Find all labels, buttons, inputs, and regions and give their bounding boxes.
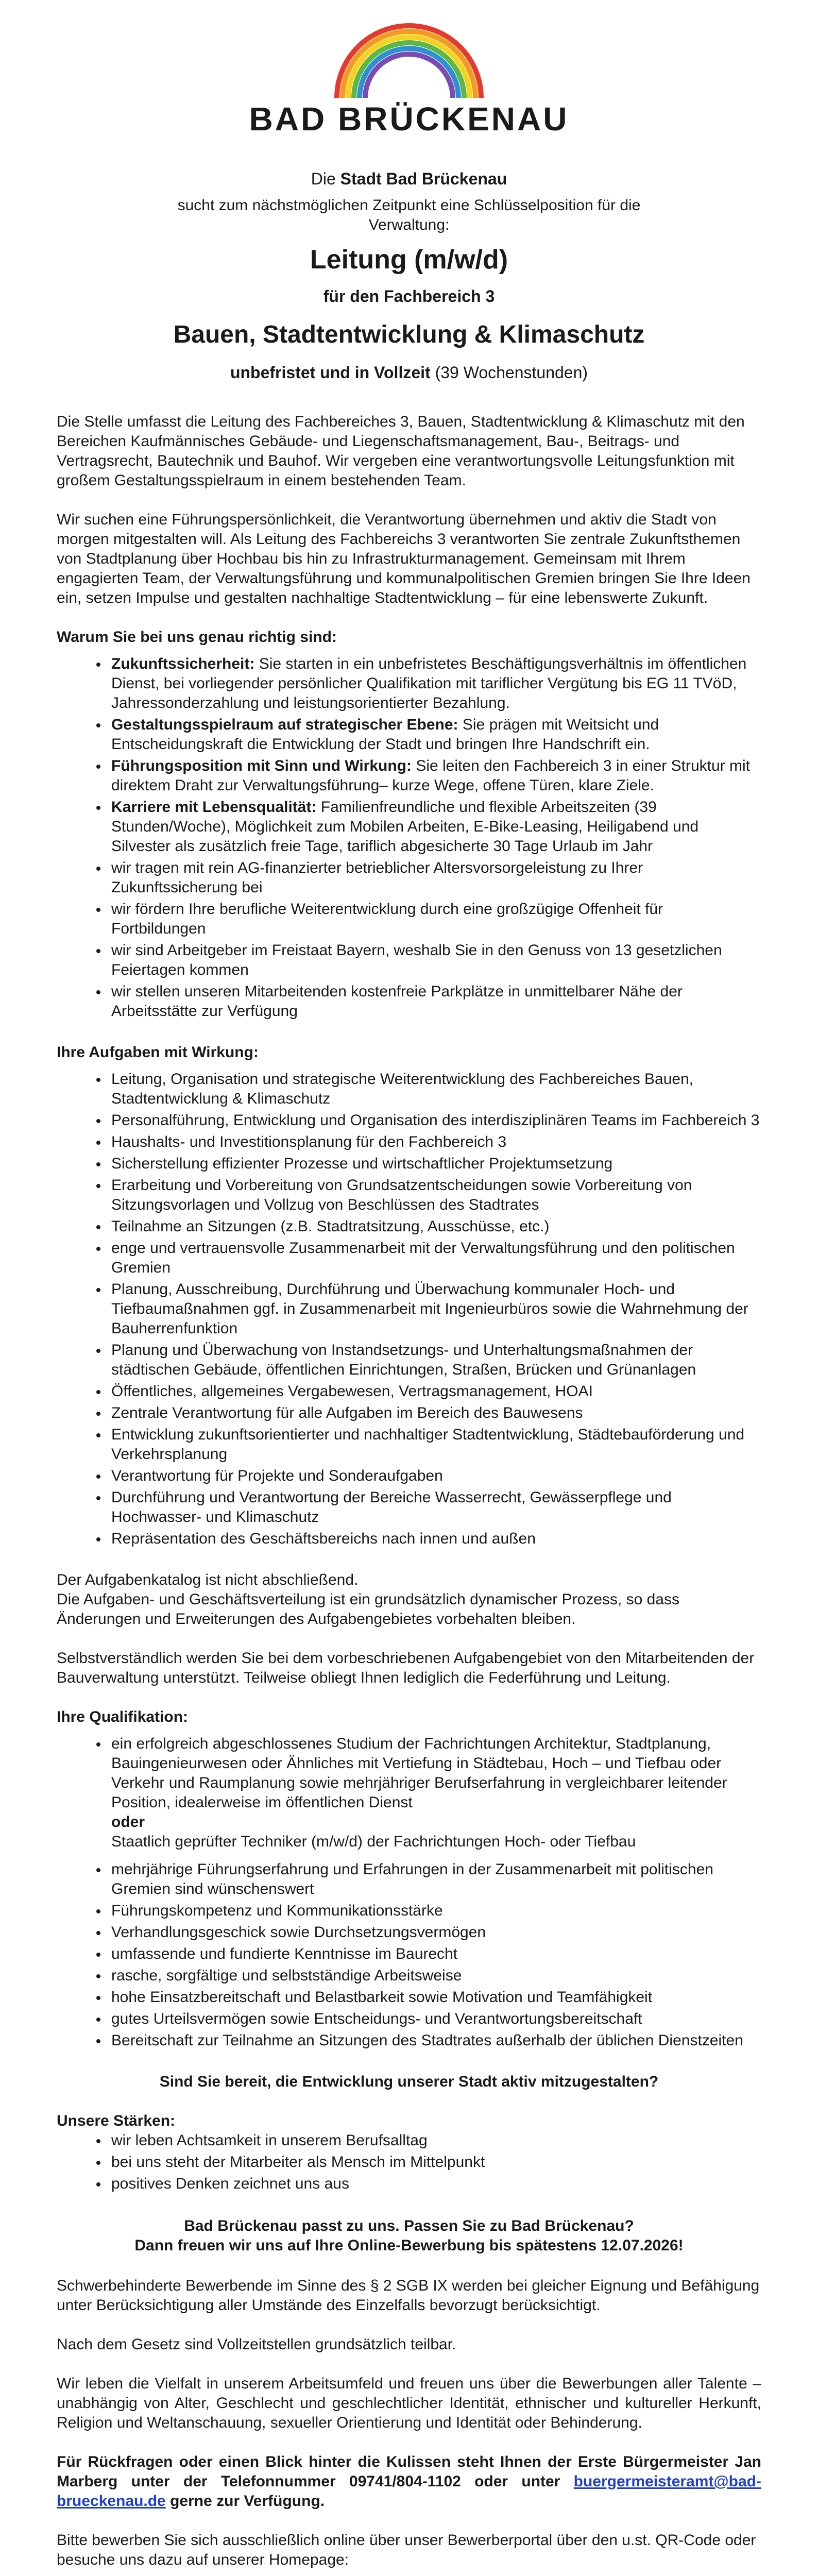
rainbow-logo-icon: [332, 21, 486, 98]
list-item: • Durchführung und Verantwortung der Bereiche Wasserrecht, Gewässerpflege und Hochwasser- und Klimaschutz: [108, 1488, 761, 1527]
list-item: • umfassende und fundierte Kenntnisse im Baurecht: [108, 1944, 761, 1964]
list-item: • wir leben Achtsamkeit in unserem Berufsalltag: [108, 2131, 761, 2150]
list-item: • wir stellen unseren Mitarbeitenden kostenfreie Parkplätze in unmittelbarer Nähe der Arbeitsstätte zur Verfügung: [108, 982, 761, 1021]
tasks-heading: Ihre Aufgaben mit Wirkung:: [57, 1044, 259, 1061]
list-item: • Entwicklung zukunftsorientierter und nachhaltiger Stadtentwicklung, Städtebauförderung und Verkehrsplanung: [108, 1425, 761, 1464]
list-item: • wir fördern Ihre berufliche Weiterentwicklung durch eine großzügige Offenheit für Fortbildungen: [108, 900, 761, 939]
list-item: • Führungsposition mit Sinn und Wirkung: Sie leiten den Fachbereich 3 in einer Struktur mit direktem Draht zur Verwaltungsführung– kurze Wege, offene Türen, klare Ziele.: [108, 756, 761, 795]
contact-email-link[interactable]: buergermeisteramt@bad-brueckenau.de: [57, 2473, 761, 2510]
list-item: • wir tragen mit rein AG-finanzierter betrieblicher Altersvorsorgeleistung zu Ihrer Zukunftssicherung bei: [108, 858, 761, 897]
list-item: • Repräsentation des Geschäftsbereichs nach innen und außen: [108, 1529, 761, 1549]
list-item: • Führungskompetenz und Kommunikationsstärke: [108, 1901, 761, 1921]
call-to-action: Sind Sie bereit, die Entwicklung unserer Stadt aktiv mitzugestalten?: [159, 2073, 659, 2090]
list-item: • mehrjährige Führungserfahrung und Erfahrungen in der Zusammenarbeit mit politischen Gremien sind wünschenswert: [108, 1860, 761, 1899]
list-item: • Teilnahme an Sitzungen (z.B. Stadtratsitzung, Ausschüsse, etc.): [108, 1217, 761, 1236]
list-item: • Gestaltungsspielraum auf strategischer Ebene: Sie prägen mit Weitsicht und Entscheidungskraft die Entwicklung der Stadt und bringen Ihre Handschrift ein.: [108, 715, 761, 754]
list-item: • Bereitschaft zur Teilnahme an Sitzungen des Stadtrates außerhalb der üblichen Dienstzeiten: [108, 2031, 761, 2050]
list-item: • Zentrale Verantwortung für alle Aufgaben im Bereich des Bauwesens: [108, 1403, 761, 1423]
contact-note: Für Rückfragen oder einen Blick hinter die Kulissen steht Ihnen der Erste Bürgermeister Jan Marberg unter der Telefonnummer 09741/804-1102 oder unter buergermeisteramt@bad-brueckenau.de gerne zur Verfügung.: [57, 2453, 761, 2510]
list-item: • Zukunftssicherheit: Sie starten in ein unbefristetes Beschäftigungsverhältnis im öffentlichen Dienst, bei vorliegender persönlicher Qualifikation mit tariflicher Vergütung bis EG 11 TVöD, Jahressonderzahlung und leistungsorientierter Bezahlung.: [108, 654, 761, 713]
employment-terms: unbefristet und in Vollzeit (39 Wochenstunden): [230, 363, 588, 382]
list-item: • Personalführung, Entwicklung und Organisation des interdisziplinären Teams im Fachbereich 3: [108, 1111, 761, 1130]
list-item: • Planung und Überwachung von Instandsetzungs- und Unterhaltungsmaßnahmen der städtischen Gebäude, öffentlichen Einrichtungen, Straßen, Brücken und Grünanlagen: [108, 1341, 761, 1380]
dept-name: Bauen, Stadtentwicklung & Klimaschutz: [173, 321, 645, 348]
header-logo: [244, 0, 574, 138]
disability-note: Schwerbehinderte Bewerbende im Sinne des § 2 SGB IX werden bei gleicher Eignung und Befähigung unter Berücksichtigung aller Umstände des Einzelfalls bevorzugt berücksichtigt.: [57, 2277, 760, 2314]
task-note-3: Selbstverständlich werden Sie bei dem vorbeschriebenen Aufgabengebiet von den Mitarbeitenden der Bauverwaltung unterstützt. Teilweise obliegt Ihnen lediglich die Federführung und Leitung.: [57, 1650, 755, 1686]
task-note-2: Die Aufgaben- und Geschäftsverteilung ist ein grundsätzlich dynamischer Prozess, so dass Änderungen und Erweiterungen des Aufgabengebietes vorbehalten bleiben.: [57, 1591, 679, 1628]
strengths-list: [57, 2131, 761, 2194]
intro-line-1: sucht zum nächstmöglichen Zeitpunkt eine Schlüsselposition für die: [177, 197, 641, 214]
list-item: • Erarbeitung und Vorbereitung von Grundsatzentscheidungen sowie Vorbereitung von Sitzungsvorlagen und Vollzug von Beschlüssen des Stadtrates: [108, 1176, 761, 1215]
portal-note: Bitte bewerben Sie sich ausschließlich online über unser Bewerberportal über den u.st. QR-Code oder besuche uns dazu auf unserer Homepage:: [57, 2532, 756, 2568]
list-item: • bei uns steht der Mitarbeiter als Mensch im Mittelpunkt: [108, 2153, 761, 2172]
list-item: • ein erfolgreich abgeschlossenes Studium der Fachrichtungen Architektur, Stadtplanung, Bauingenieurwesen oder Ähnliches mit Vertiefung in Städtebau, Hoch – und Tiefbau oder Verkehr und Raumplanung sowie mehrjähriger Berufserfahrung in vergleichbarer leitender Position, idealerweise im öffentlichen Dienst oder Staatlich geprüfter Techniker (m/w/d) der Fachrichtungen Hoch- oder Tiefbau: [108, 1734, 761, 1852]
qualifications-list: [57, 1734, 761, 2050]
list-item: • Sicherstellung effizienter Prozesse und wirtschaftlicher Projektumsetzung: [108, 1154, 761, 1174]
intro-line-2: Verwaltung:: [368, 216, 450, 233]
list-item: • Karriere mit Lebensqualität: Familienfreundliche und flexible Arbeitszeiten (39 Stunden/Woche), Möglichkeit zum Mobilen Arbeiten, E-Bike-Leasing, Heiligabend und Silvester als zusätzlich freie Tage, tariflich abgesicherte 30 Tage Urlaub im Jahr: [108, 798, 761, 856]
list-item: • hohe Einsatzbereitschaft und Belastbarkeit sowie Motivation und Teamfähigkeit: [108, 1988, 761, 2007]
dept-line: für den Fachbereich 3: [323, 287, 495, 306]
or-label: oder: [111, 1814, 145, 1831]
list-item: • rasche, sorgfältige und selbstständige Arbeitsweise: [108, 1966, 761, 1986]
intro-paragraph-2: Wir suchen eine Führungspersönlichkeit, die Verantwortung übernehmen und aktiv die Stadt von morgen mitgestalten will. Als Leitung des Fachbereichs 3 verantworten Sie zentrale Zukunftsthemen von Stadtplanung über Hochbau bis hin zu Infrastrukturmanagement. Gemeinsam mit Ihrem engagierten Team, der Verwaltungsführung und kommunalpolitischen Gremien bringen Sie Ihre Ideen ein, setzen Impulse und gestalten nachhaltige Stadtentwicklung – für eine lebenswerte Zukunft.: [57, 511, 751, 606]
logo-text: BAD BRÜCKENAU: [249, 100, 569, 138]
list-item: • positives Denken zeichnet uns aus: [108, 2174, 761, 2194]
apply-line-1: Bad Brückenau passt zu uns. Passen Sie zu Bad Brückenau?: [184, 2217, 634, 2234]
list-item: • Planung, Ausschreibung, Durchführung und Überwachung kommunaler Hoch- und Tiefbaumaßnahmen ggf. in Zusammenarbeit mit Ingenieurbüros sowie die Wahrnehmung der Bauherrenfunktion: [108, 1280, 761, 1338]
employer-line: Die Stadt Bad Brückenau: [311, 170, 507, 188]
parttime-note: Nach dem Gesetz sind Vollzeitstellen grundsätzlich teilbar.: [57, 2336, 456, 2353]
task-note-1: Der Aufgabenkatalog ist nicht abschließend.: [57, 1571, 359, 1588]
benefits-list: [57, 654, 761, 1021]
intro-paragraph-1: Die Stelle umfasst die Leitung des Fachbereiches 3, Bauen, Stadtentwicklung & Klimaschutz mit den Bereichen Kaufmännisches Gebäude- und Liegenschaftsmanagement, Bau-, Beitrags- und Vertragsrecht, Bautechnik und Bauhof. Wir vergeben eine verantwortungsvolle Leitungsfunktion mit großem Gestaltungsspielraum in einem bestehenden Team.: [57, 413, 745, 489]
list-item: • Öffentliches, allgemeines Vergabewesen, Vertragsmanagement, HOAI: [108, 1382, 761, 1401]
apply-line-2: Dann freuen wir uns auf Ihre Online-Bewerbung bis spätestens 12.07.2026!: [134, 2237, 684, 2254]
diversity-note: Wir leben die Vielfalt in unserem Arbeitsumfeld und freuen uns über die Bewerbungen aller Talente – unabhängig von Alter, Geschlecht und geschlechtlicher Identität, ethnischer und kultureller Herkunft, Religion und Weltanschauung, sexueller Orientierung und Identität oder Behinderung.: [57, 2375, 761, 2431]
list-item: • Verhandlungsgeschick sowie Durchsetzungsvermögen: [108, 1923, 761, 1942]
list-item: • Verantwortung für Projekte und Sonderaufgaben: [108, 1466, 761, 1486]
list-item: • gutes Urteilsvermögen sowie Entscheidungs- und Verantwortungsbereitschaft: [108, 2009, 761, 2029]
list-item: • Haushalts- und Investitionsplanung für den Fachbereich 3: [108, 1132, 761, 1152]
list-item: • wir sind Arbeitgeber im Freistaat Bayern, weshalb Sie in den Genuss von 13 gesetzlichen Feiertagen kommen: [108, 941, 761, 980]
benefits-heading: Warum Sie bei uns genau richtig sind:: [57, 629, 337, 646]
tasks-list: [57, 1070, 761, 1549]
qualifications-heading: Ihre Qualifikation:: [57, 1708, 189, 1725]
employer-name: Stadt Bad Brückenau: [340, 170, 507, 188]
strengths-heading: Unsere Stärken:: [57, 2112, 176, 2129]
list-item: • Leitung, Organisation und strategische Weiterentwicklung des Fachbereiches Bauen, Stadtentwicklung & Klimaschutz: [108, 1070, 761, 1109]
job-title: Leitung (m/w/d): [310, 245, 508, 275]
list-item: • enge und vertrauensvolle Zusammenarbeit mit der Verwaltungsführung und den politischen Gremien: [108, 1239, 761, 1278]
